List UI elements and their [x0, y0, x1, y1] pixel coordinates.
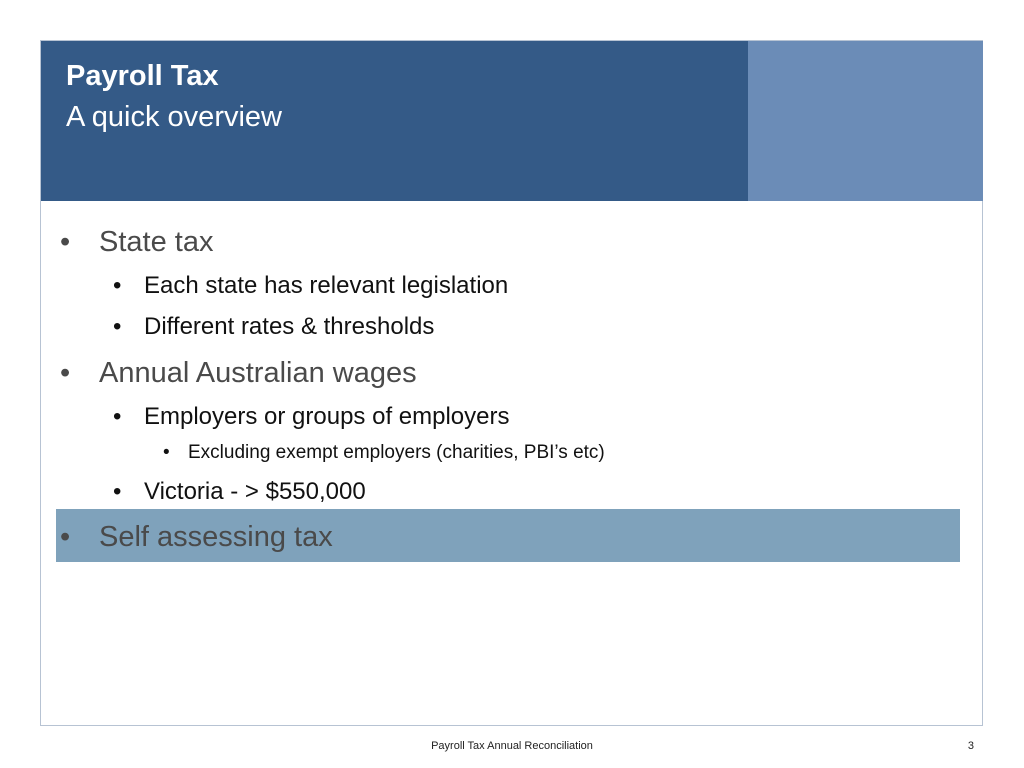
bullet-marker: • [60, 521, 71, 553]
sub-bullet-item [113, 312, 434, 342]
title-accent-block [748, 41, 983, 201]
page-number: 3 [967, 740, 974, 752]
bullet-marker: • [60, 357, 71, 389]
slide-subtitle: A quick overview [66, 101, 282, 133]
bullet-text: Each state has relevant legislation [144, 272, 509, 299]
bullet-marker: • [113, 272, 122, 299]
bullet-text: Victoria - > $550,000 [144, 478, 366, 505]
bullet-text: Self assessing tax [99, 521, 333, 553]
bullet-item [60, 224, 213, 260]
bullet-marker: • [163, 442, 170, 463]
sub-sub-bullet-item [163, 441, 605, 465]
bullet-text: State tax [99, 226, 214, 258]
sub-bullet-item [113, 477, 366, 507]
bullet-marker: • [60, 226, 71, 258]
bullet-marker: • [113, 313, 122, 340]
bullet-marker: • [113, 403, 122, 430]
sub-bullet-item [113, 271, 508, 301]
bullet-text: Different rates & thresholds [144, 313, 435, 340]
footer-title: Payroll Tax Annual Reconciliation [431, 740, 593, 752]
sub-bullet-item [113, 402, 509, 432]
bullet-text: Employers or groups of employers [144, 403, 510, 430]
bullet-item-highlighted [60, 519, 333, 555]
bullet-marker: • [113, 478, 122, 505]
slide-title: Payroll Tax [66, 60, 219, 92]
bullet-text: Excluding exempt employers (charities, PBI’s etc) [188, 442, 605, 463]
bullet-text: Annual Australian wages [99, 357, 417, 389]
bullet-item [60, 355, 417, 391]
